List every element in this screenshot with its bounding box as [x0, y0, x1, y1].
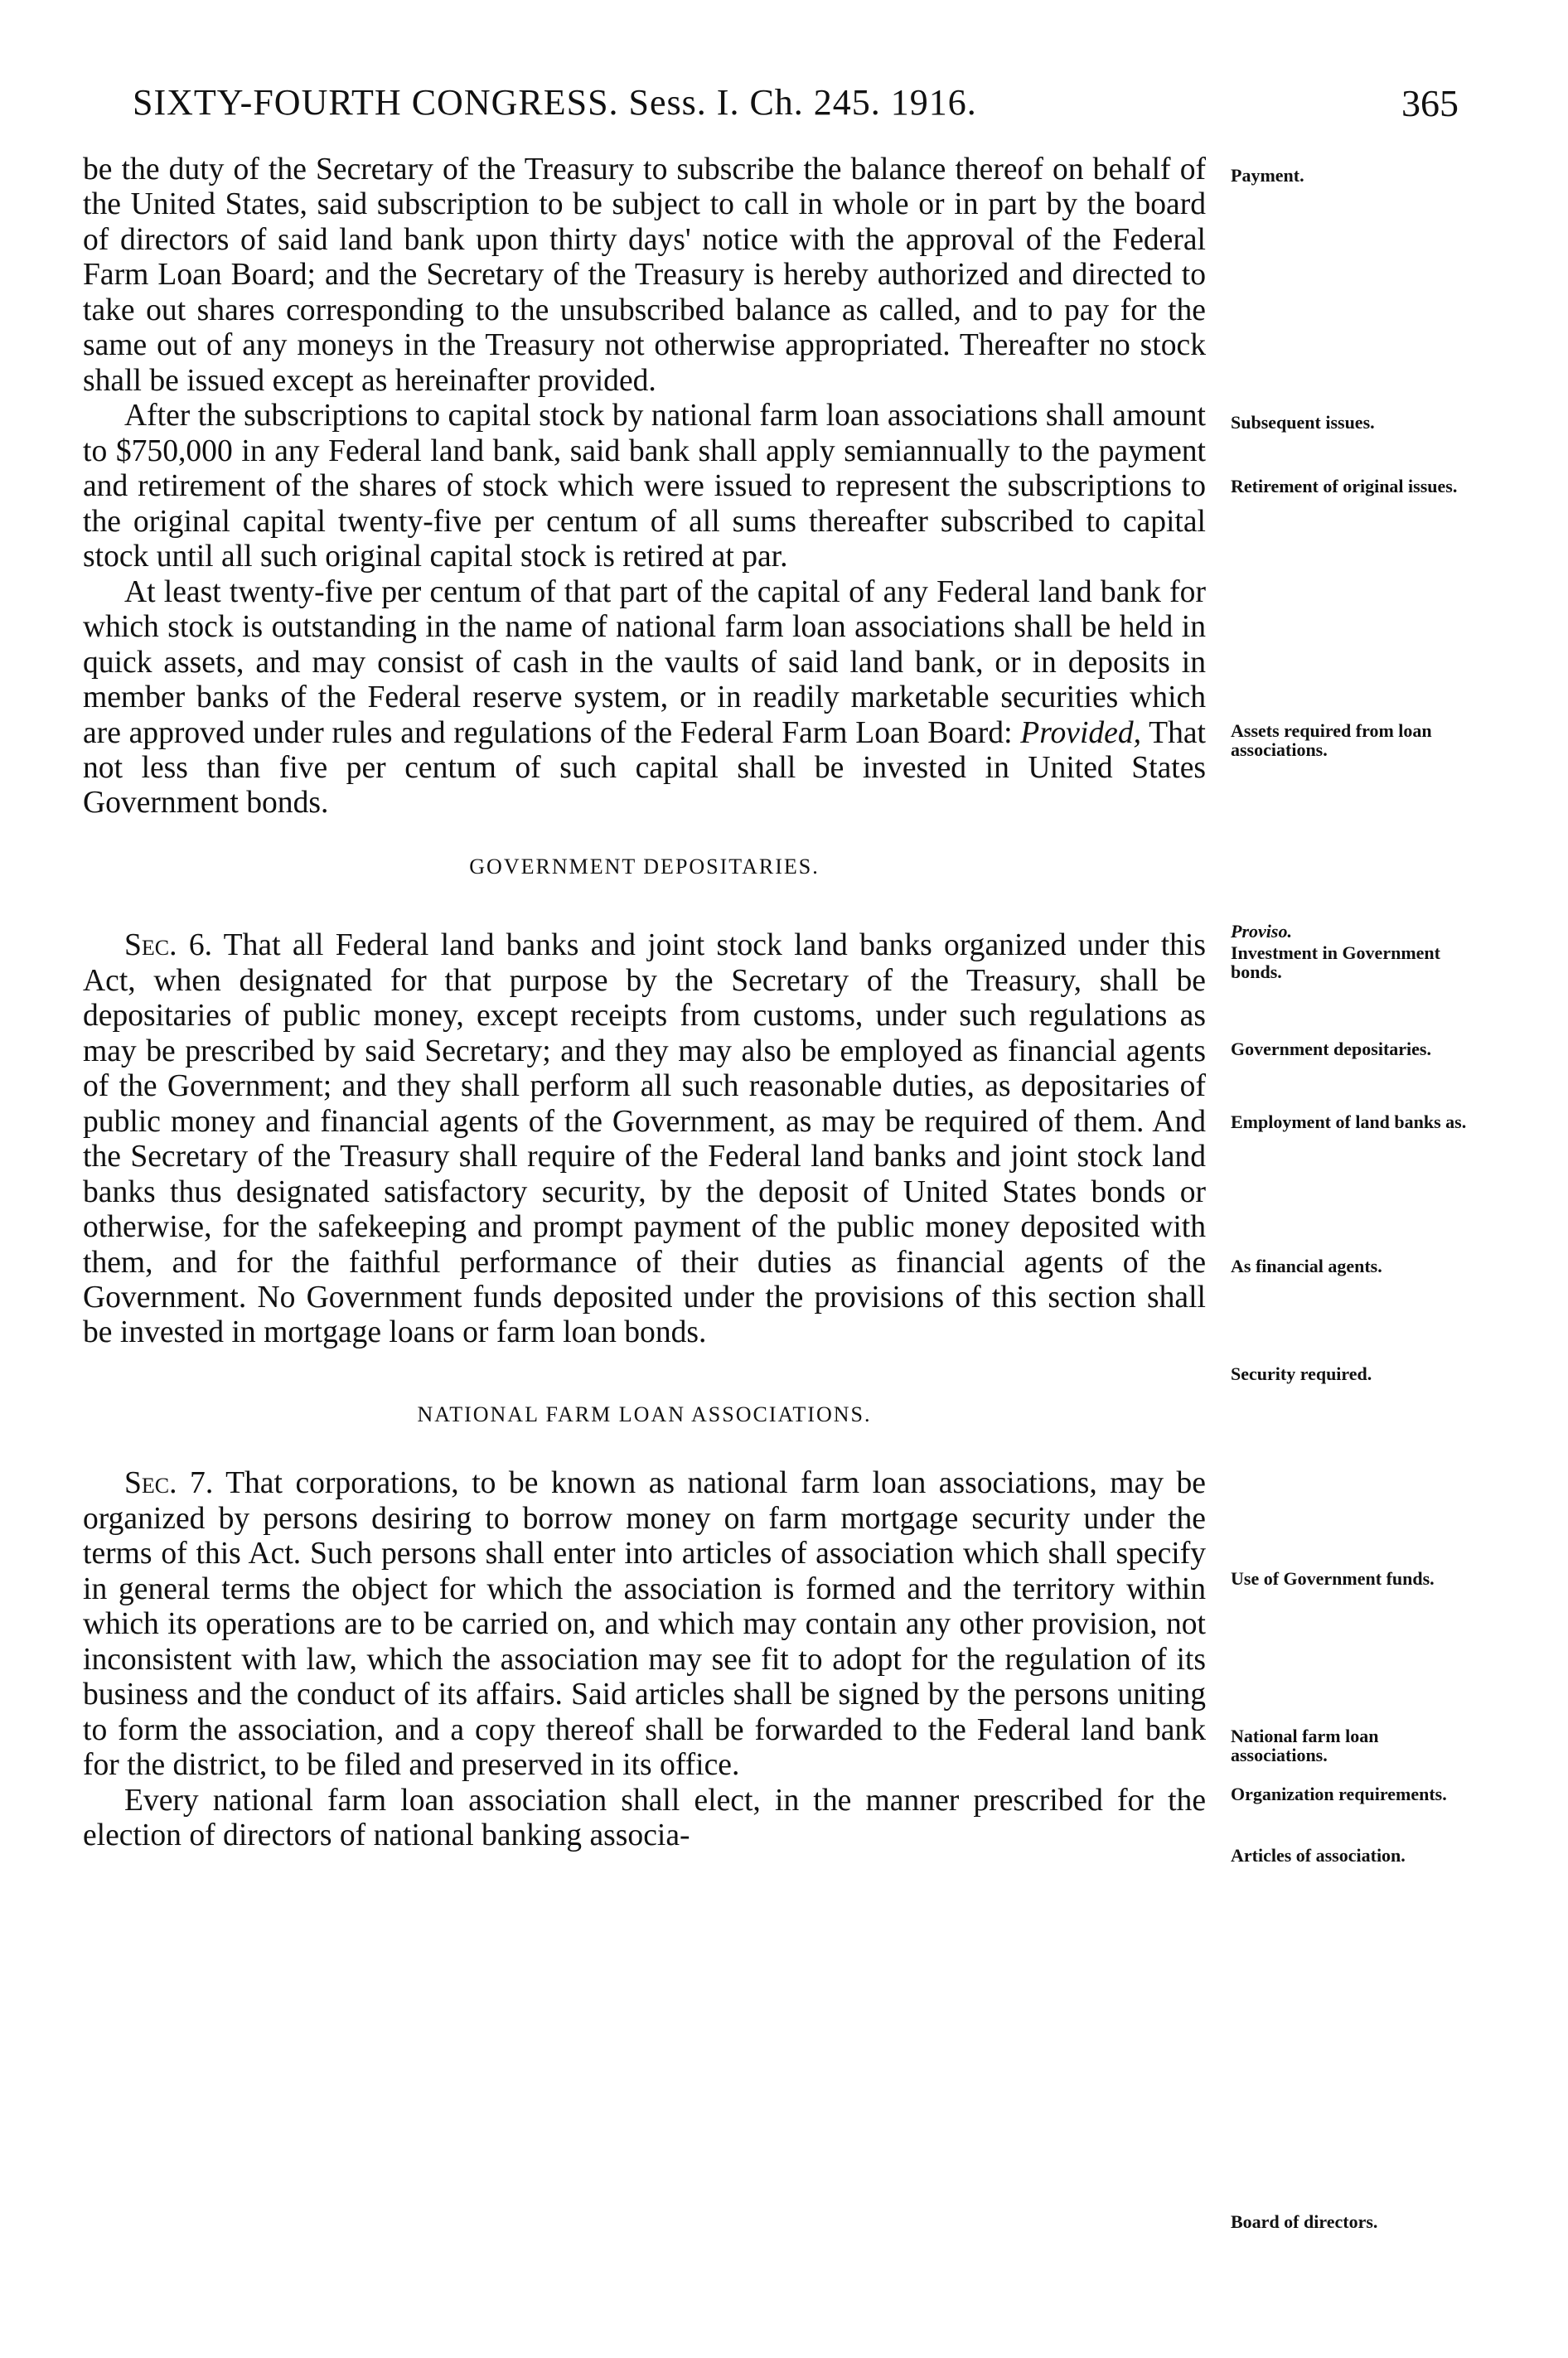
section-6-text: That all Federal land banks and joint stock land banks organized under this Act, when designated for that purpose by the Secretary of the Treasury, shall be depositaries of public money, except receipts from customs, under such regulations as may be prescribed by said Secretary; and they may also be employed as financial agents of the Government; and they shall perform all such reasonable duties, as depositaries of public money and financial agents of the Government, as may be required of them. And the Secretary of the Treasury shall require of the Federal land banks and joint stock land banks thus designated satisfactory security, by the deposit of United States bonds or otherwise, for the safekeeping and prompt payment of the public money deposited with them, and for the faithful performance of their duties as financial agents of the Government. No Government funds deposited under the provisions of this section shall be invested in mortgage loans or farm loan bonds.: [83, 928, 1206, 1350]
provided-term: Provided,: [1020, 715, 1142, 750]
margin-note-organization: Organization requirements.: [1231, 1784, 1447, 1804]
section-7-text: That corporations, to be known as national farm loan associations, may be organized by persons desiring to borrow money on farm mortgage security under the terms of this Act. Such persons shall enter into articles of association which shall specify in general terms the object for which the association is formed and the territory within which its operations are to be carried on, and which may contain any other provision, not inconsistent with law, which the association may see fit to adopt for the regulation of its business and the conduct of its affairs. Said articles shall be signed by the persons uniting to form the association, and a copy thereof shall be forwarded to the Federal land bank for the district, to be filed and preserved in its office.: [83, 1466, 1206, 1783]
section-6-label: Sec. 6.: [124, 928, 213, 963]
page-number: 365: [1401, 82, 1459, 124]
section-6: [83, 928, 1206, 1351]
margin-note-employment: Employment of land banks as.: [1231, 1111, 1467, 1132]
main-text: [83, 153, 1206, 1853]
proviso-text: That not less than five per centum of such capital shall be invested in United States Government bonds.: [83, 715, 1206, 821]
margin-note-retirement: Retirement of original issues.: [1231, 476, 1458, 496]
margin-note-proviso: [1231, 922, 1479, 941]
section-7-label: Sec. 7.: [124, 1466, 214, 1501]
paragraph-payment: be the duty of the Secretary of the Treasury to subscribe the balance thereof on behalf of the United States, said subscription to be subject to call in whole or in part by the board of directors of said land bank upon thirty days' notice with the approval of the Federal Farm Loan Board; and the Secretary of the Treasury is hereby authorized and directed to take out shares corresponding to the unsubscribed balance as called, and to pay for the same out of any moneys in the Treasury not otherwise appropriated. Thereafter no stock shall be issued except as hereinafter provided.: [83, 153, 1206, 398]
margin-note-national-associations: National farm loan associations.: [1231, 1726, 1379, 1766]
margin-note-financial-agents: As financial agents.: [1231, 1256, 1382, 1276]
page-header: [133, 81, 1459, 131]
margin-note-board: Board of directors.: [1231, 2211, 1378, 2232]
section-7: [83, 1466, 1206, 1783]
margin-note-subsequent-issues: Subsequent issues.: [1231, 412, 1375, 433]
margin-note-investment: Investment in Government bonds.: [1231, 942, 1440, 983]
heading-national-farm-loan-associations: NATIONAL FARM LOAN ASSOCIATIONS.: [417, 1402, 872, 1426]
margin-note-government-depositaries: Government depositaries.: [1231, 1039, 1431, 1059]
proviso-label: Proviso.: [1231, 921, 1292, 942]
margin-note-payment: Payment.: [1231, 165, 1304, 186]
paragraph-board-of-directors: Every national farm loan association shall elect, in the manner prescribed for the election of directors of national banking associa-: [83, 1783, 1206, 1852]
quick-assets-text: At least twenty-five per centum of that part of the capital of any Federal land bank for which stock is outstanding in the name of national farm loan associations shall be held in quick assets, and may consist of cash in the vaults of said land bank, or in deposits in member banks of the Federal reserve system, or in readily marketable securities which are approved under rules and regulations of the Federal Farm Loan Board:: [83, 574, 1206, 750]
paragraph-retirement: After the subscriptions to capital stock by national farm loan associations shall amount to $750,000 in any Federal land bank, said bank shall apply semiannually to the payment and retirement of the shares of stock which were issued to represent the subscriptions to the original capital twenty-five per centum of all sums thereafter subscribed to capital stock until all such original capital stock is retired at par.: [83, 399, 1206, 574]
margin-note-use-of-funds: Use of Government funds.: [1231, 1568, 1435, 1589]
running-head: SIXTY-FOURTH CONGRESS. Sess. I. Ch. 245. 1916.: [133, 82, 977, 123]
margin-note-security-required: Security required.: [1231, 1363, 1372, 1384]
heading-government-depositaries: GOVERNMENT DEPOSITARIES.: [469, 854, 820, 879]
margin-note-articles: Articles of association.: [1231, 1845, 1406, 1866]
paragraph-quick-assets: [83, 575, 1206, 821]
margin-note-assets-required: Assets required from loan associations.: [1231, 720, 1432, 761]
